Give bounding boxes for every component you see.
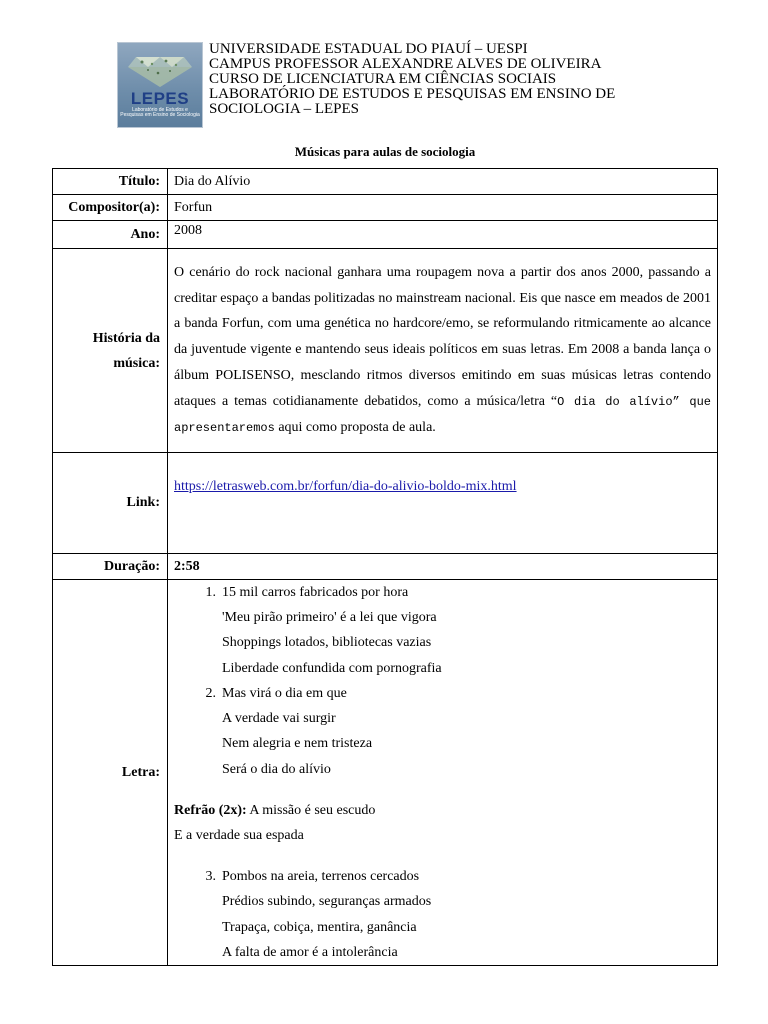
historia-label-line2: música: (113, 355, 160, 371)
verse-number: 1. (205, 585, 216, 601)
lyrics-link[interactable]: https://letrasweb.com.br/forfun/dia-do-alivio-boldo-mix.html (174, 479, 517, 494)
institution-line: LABORATÓRIO DE ESTUDOS E PESQUISAS EM ENSINO DE (209, 86, 616, 102)
lyric-line: 15 mil carros fabricados por hora (222, 585, 409, 601)
letra-value (168, 580, 718, 966)
table-row-ano (53, 221, 718, 249)
institution-block (209, 42, 649, 117)
titulo-label: Título: (53, 169, 168, 195)
document-header (117, 42, 717, 128)
lyric-line: Trapaça, cobiça, mentira, ganância (222, 919, 417, 935)
lyric-line: A falta de amor é a intolerância (222, 944, 398, 960)
lyric-line: Liberdade confundida com pornografia (222, 660, 442, 676)
logo-title: LEPES (130, 89, 190, 108)
table-row-compositor (53, 195, 718, 221)
link-label: Link: (53, 453, 168, 554)
compositor-label: Compositor(a): (53, 195, 168, 221)
refrao-line2: E a verdade sua espada (174, 827, 304, 843)
verse-2 (174, 681, 711, 782)
table-row-historia (53, 249, 718, 453)
document-title: Músicas para aulas de sociologia (294, 144, 476, 159)
lyric-line: Shoppings lotados, bibliotecas vazias (222, 635, 432, 651)
refrao-text: A missão é seu escudo (246, 802, 376, 818)
table-row-letra (53, 580, 718, 966)
lyrics-block (174, 580, 711, 965)
lyric-line: A verdade vai surgir (222, 711, 336, 727)
lyric-line: Prédios subindo, seguranças armados (222, 894, 432, 910)
institution-line: UNIVERSIDADE ESTADUAL DO PIAUÍ – UESPI (209, 41, 528, 57)
historia-text-main: O cenário do rock nacional ganhara uma roupagem nova a partir dos anos 2000, passando a creditar espaço a bandas politizadas no mainstream nacional. Eis que nasce em meados de 2001 a banda Forfun, com uma genética no hardcore/emo, se reformulando ritmicamente ao alcance da juventude vigente e mantendo seus ideais políticos em suas letras. Em 2008 a banda lança o álbum POLISENSO, mesclando ritmos diversos emitindo em suas músicas letras contendo ataques a temas cotidianamente debatidos, como a música/letra “ (174, 265, 711, 409)
verse-1 (174, 580, 711, 681)
verse-number: 2. (205, 685, 216, 701)
historia-text (174, 259, 711, 442)
verse-number: 3. (205, 869, 216, 885)
lyric-line: Mas virá o dia em que (222, 685, 347, 701)
refrao-label: Refrão (2x): (174, 802, 247, 818)
letra-label: Letra: (53, 580, 168, 966)
table-row-link (53, 453, 718, 554)
institution-line: CURSO DE LICENCIATURA EM CIÊNCIAS SOCIAIS (209, 71, 557, 87)
verse-3 (174, 864, 711, 965)
historia-text-mono: O dia do alívio” que apresentaremos (174, 394, 711, 436)
table-row-duracao (53, 554, 718, 580)
lyric-line: 'Meu pirão primeiro' é a lei que vigora (222, 610, 437, 626)
historia-value (168, 249, 718, 453)
song-info-table (52, 168, 718, 966)
logo-subtitle: Laboratório de Estudos e Pesquisas em Ensino de Sociologia (120, 107, 200, 118)
ano-label: Ano: (53, 221, 168, 249)
lyric-line: Nem alegria e nem tristeza (222, 736, 373, 752)
duracao-value: 2:58 (168, 554, 718, 580)
lyric-line: Pombos na areia, terrenos cercados (222, 869, 420, 885)
historia-label-line1: História da (92, 330, 160, 346)
refrao-line1 (174, 798, 711, 823)
institution-line: SOCIOLOGIA – LEPES (209, 101, 360, 117)
compositor-value: Forfun (168, 195, 718, 221)
duracao-label: Duração: (53, 554, 168, 580)
historia-label (53, 249, 168, 453)
historia-text-end: aqui como proposta de aula. (274, 420, 436, 436)
titulo-value: Dia do Alívio (168, 169, 718, 195)
table-row-titulo (53, 169, 718, 195)
lepes-logo (117, 42, 203, 128)
lyric-line: Será o dia do alívio (222, 761, 331, 777)
ano-value: 2008 (168, 221, 718, 249)
institution-line: CAMPUS PROFESSOR ALEXANDRE ALVES DE OLIVEIRA (209, 56, 602, 72)
link-value (168, 453, 718, 554)
